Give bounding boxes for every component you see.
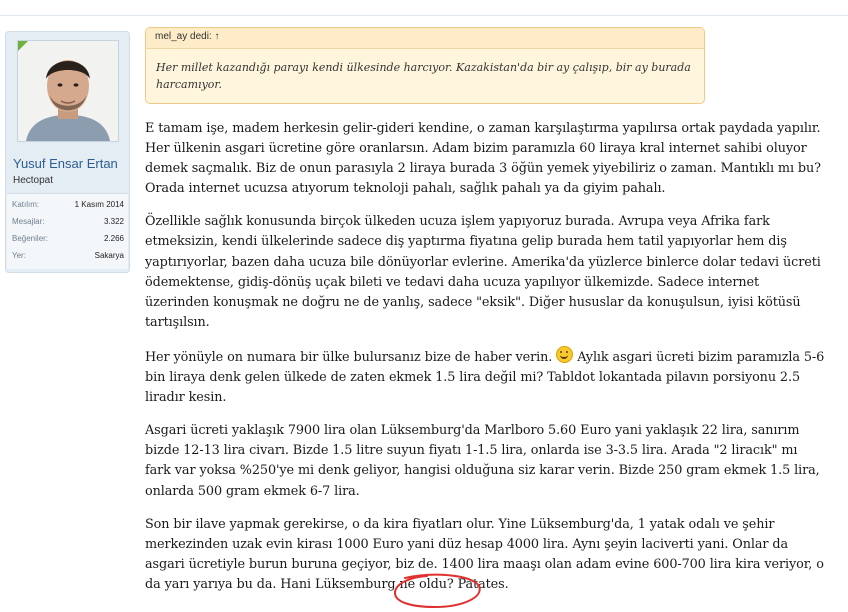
user-title: Hectopat (13, 175, 54, 186)
stat-messages (12, 215, 124, 229)
stat-value[interactable]: Sakarya (94, 251, 124, 260)
online-indicator (18, 41, 28, 51)
quote-text: Her millet kazandığı parayı kendi ülkesinde harcıyor. Kazakistan'da bir ay çalışıp, bir ay burada harcamıyor. (156, 61, 691, 91)
stat-joined (12, 198, 124, 212)
user-info-panel (5, 31, 130, 273)
stat-location (12, 249, 124, 263)
stat-value[interactable]: 3.322 (103, 217, 124, 226)
avatar[interactable] (17, 40, 119, 142)
quote-attribution-link[interactable]: mel_ay dedi: ↑ (155, 31, 220, 42)
stat-value: 2.266 (103, 234, 124, 243)
message-text: Her yönüyle on numara bir ülke bulursanız bize de haber verin. (145, 349, 553, 365)
quote-header (146, 28, 704, 49)
quote-block (145, 27, 705, 104)
message-paragraph: Asgari ücreti yaklaşık 7900 lira olan Lüksemburg'da Marlboro 5.60 Euro yani yaklaşık 22 lira, sanırım bizde 12-13 lira civarı. Bizde 1.5 litre suyun fiyatı 1-1.5 lira, onlarda ise 3-3.5 lira. Arada "2 liracık" mı fark var yoksa %250'ye mi denk geliyor, hangisi olduğuna siz karar verin. Bizde 250 gram ekmek 1.5 lira, onlarda 500 gram ekmek 6-7 lira. (145, 423, 820, 499)
message-text: Aylık asgari ücreti bizim paramızla 5-6 bin liraya denk gelen ülkede de zaten ekmek 1.5 lira değil mi? Tabldot lokantada pilavın porsiyonu 2.5 liradır kesin. (145, 349, 825, 406)
message-paragraph: E tamam işe, madem herkesin gelir-gideri kendine, o zaman karşılaştırma yapılırsa ortak paydada yapılır. Her ülkenin asgari ücretine göre oranlarsın. Adam bizim paramızla 60 liraya kral internet sahibi oluyor demek saçmalık. Biz de onun parasıyla 2 liraya burada 3 öğün yemek yiyebiliriz o zaman. Mantıklı mı bu? Orada internet ucuzsa atıyorum teknoloji pahalı, sağlık pahalı ya da giyim pahalı. (145, 121, 821, 197)
message-body (145, 119, 825, 608)
stat-label: Mesajlar: (12, 217, 45, 226)
message-paragraph (145, 346, 825, 408)
smiley-icon (556, 346, 573, 363)
stat-label: Beğeniler: (12, 234, 49, 243)
stat-label: Katılım: (12, 200, 40, 209)
message-paragraph: Özellikle sağlık konusunda birçok ülkeden ucuza işlem yapıyoruz burada. Avrupa veya Afrika fark etmeksizin, kendi ülkelerinde sadece diş yaptırma fiyatına gelip burada hem tatil yapıyorlar hem diş yaptırıyorlar, bazen daha ucuza bile dönüyorlar evlerine. Amerika'da yüzlerce binlerce dolar tedavi ücreti ödemektense, gidiş-dönüş uçak bileti ve tedavi daha ucuza yapılıyor ülkemizde. Sadece internet üzerinden konuşmak ne doğru ne de yanlış, sadece "eksik". Diğer hususlar da konuşulsun, iyisi kötüsü tartışılsın. (145, 214, 821, 330)
user-stats (7, 193, 128, 269)
stat-label: Yer: (12, 251, 26, 260)
stat-likes (12, 232, 124, 246)
stat-value: 1 Kasım 2014 (74, 200, 124, 209)
avatar-photo (18, 41, 118, 141)
username-link[interactable]: Yusuf Ensar Ertan (13, 156, 118, 171)
top-divider (0, 15, 848, 16)
message-paragraph: Son bir ilave yapmak gerekirse, o da kira fiyatları olur. Yine Lüksemburg'da, 1 yatak odalı ve şehir merkezinden uzak evin kirası 1000 Euro yani düz hesap 4000 lira. Aynı şeyin laciverti yani. Onlar da asgari ücretiyle burun buruna geçiyor, biz de. 1400 lira maaşı olan adam evine 600-700 lira kira veriyor, o da yarı yarıya bu da. Hani Lüksemburg ne oldu? Patates. (145, 516, 824, 592)
